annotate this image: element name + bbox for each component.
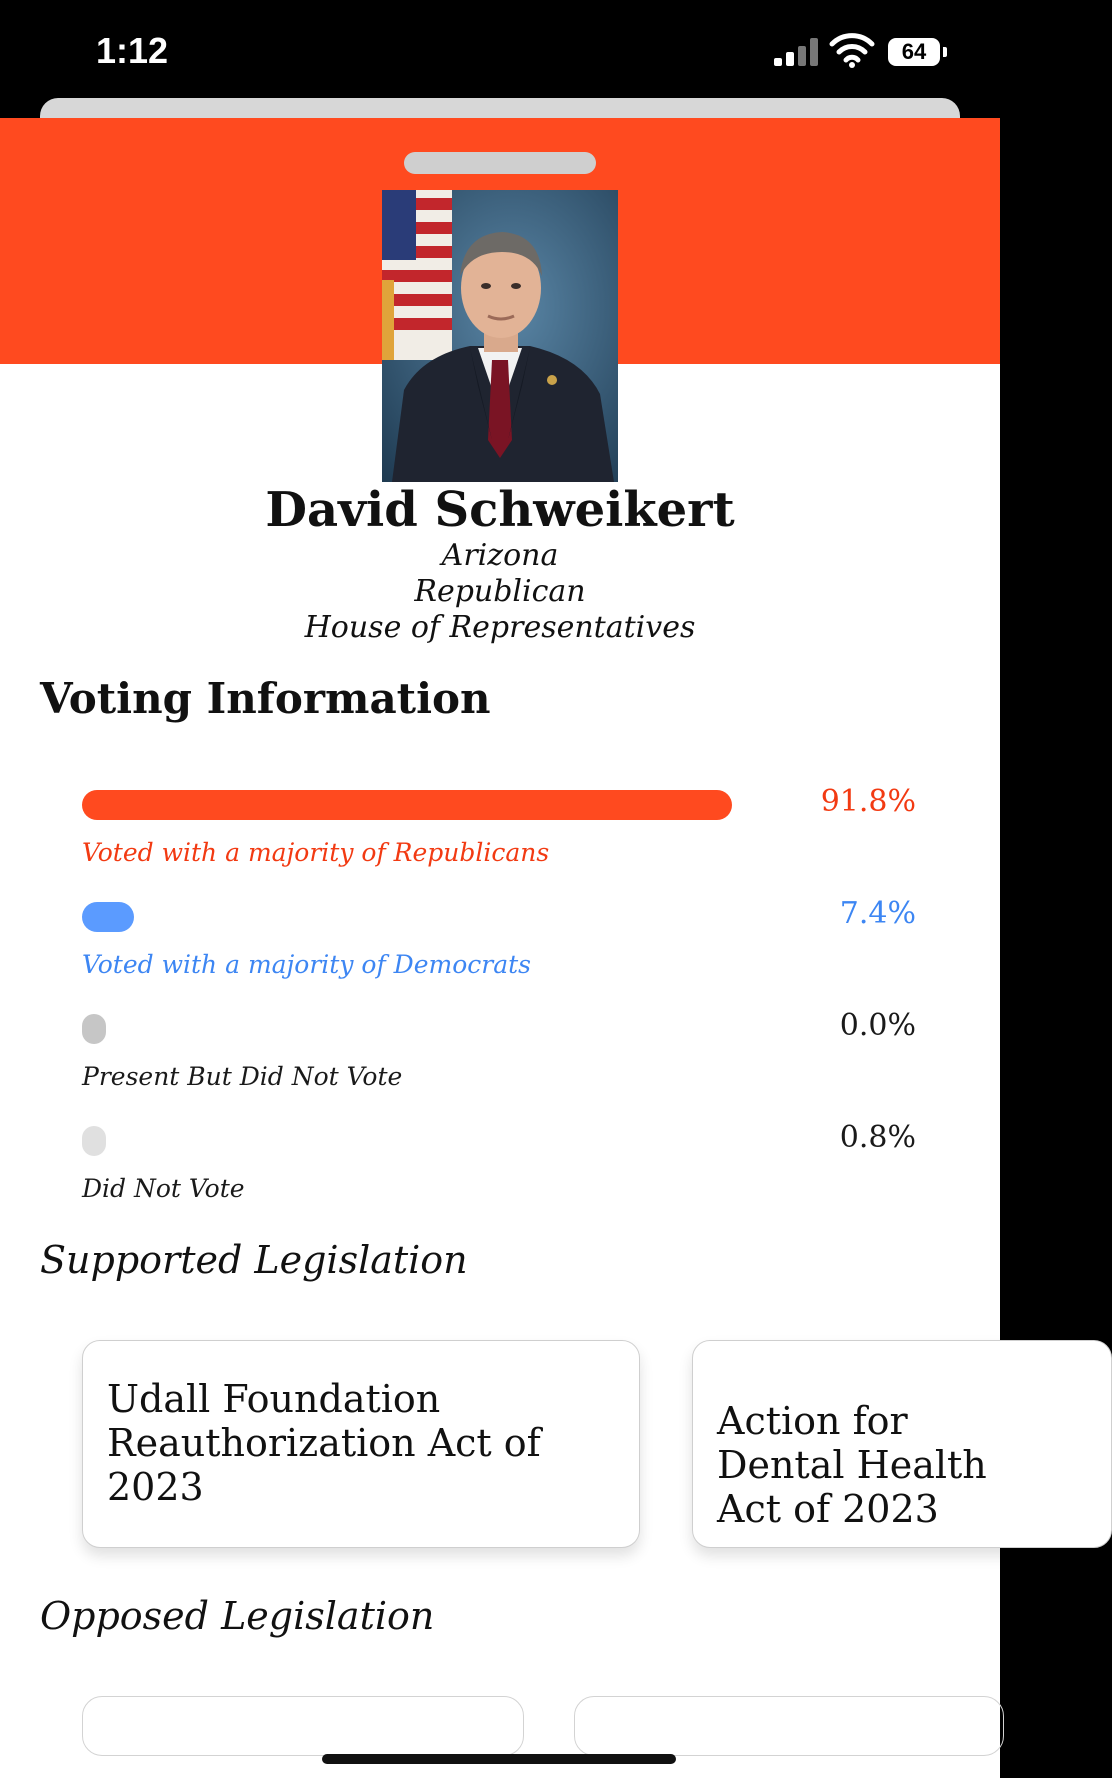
member-state: Arizona	[441, 538, 559, 573]
cellular-signal-icon	[774, 36, 820, 66]
present-not-voting-label: Present But Did Not Vote	[82, 1062, 403, 1091]
wifi-icon	[830, 32, 874, 68]
member-party: Republican	[414, 574, 586, 609]
democrat-vote-bar	[82, 902, 134, 932]
battery-icon: 64	[888, 38, 940, 66]
profile-sheet[interactable]	[0, 118, 1000, 1778]
voting-info-heading: Voting Information	[40, 674, 491, 723]
did-not-vote-bar	[82, 1126, 106, 1156]
home-indicator[interactable]	[322, 1754, 676, 1764]
sheet-drag-handle[interactable]	[404, 152, 596, 174]
legislation-card[interactable]	[82, 1340, 640, 1548]
legislation-card[interactable]	[82, 1696, 524, 1756]
legislation-card-title: Action for Dental Health Act of 2023	[717, 1399, 987, 1531]
present-not-voting-bar	[82, 1014, 106, 1044]
profile-photo	[382, 190, 618, 482]
status-time: 1:12	[96, 30, 169, 71]
democrat-vote-percent: 7.4%	[839, 896, 916, 931]
republican-vote-bar	[82, 790, 732, 820]
present-not-voting-percent: 0.0%	[839, 1008, 916, 1043]
did-not-vote-percent: 0.8%	[839, 1120, 916, 1155]
member-name: David Schweikert	[265, 482, 735, 538]
democrat-vote-label: Voted with a majority of Democrats	[82, 950, 531, 979]
legislation-card[interactable]	[574, 1696, 1004, 1756]
republican-vote-label: Voted with a majority of Republicans	[82, 838, 550, 867]
opposed-legislation-carousel[interactable]	[0, 1696, 958, 1716]
opposed-legislation-heading: Opposed Legislation	[40, 1594, 435, 1638]
legislation-card[interactable]	[692, 1340, 1112, 1548]
status-bar	[0, 0, 1000, 100]
member-chamber: House of Representatives	[304, 610, 696, 645]
legislation-card-title: Udall Foundation Reauthorization Act of 2023	[107, 1377, 541, 1509]
supported-legislation-carousel[interactable]	[0, 1340, 987, 1590]
republican-vote-percent: 91.8%	[820, 784, 916, 819]
supported-legislation-heading: Supported Legislation	[40, 1238, 468, 1282]
did-not-vote-label: Did Not Vote	[82, 1174, 245, 1203]
